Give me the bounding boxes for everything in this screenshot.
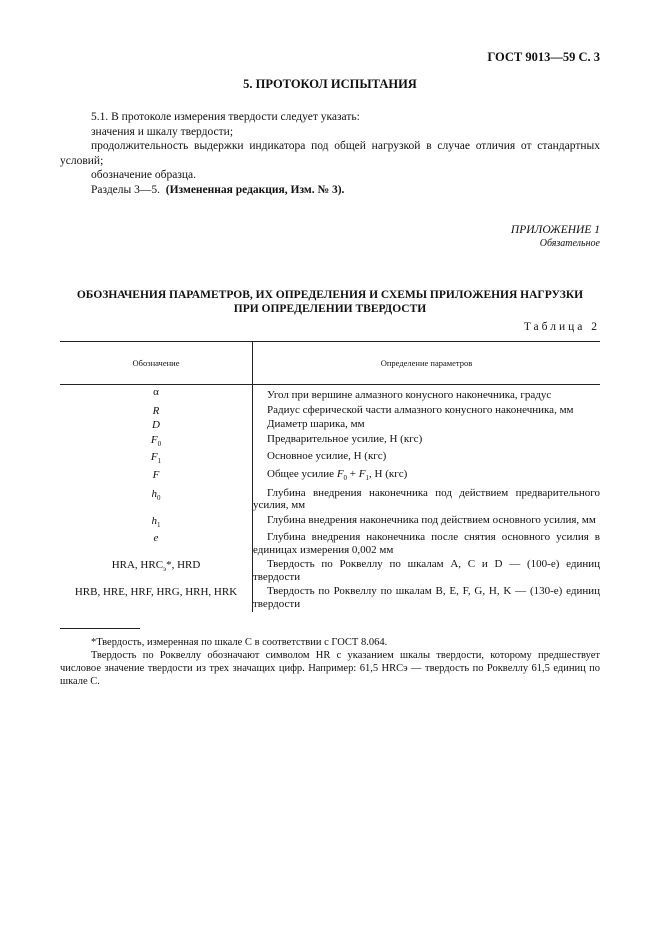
appendix-title-line2: ПРИ ОПРЕДЕЛЕНИИ ТВЕРДОСТИ xyxy=(233,303,427,315)
definition-text: Общее усилие xyxy=(267,467,337,480)
formula-subscript-0: 0 xyxy=(343,474,348,483)
paragraph-edition-note xyxy=(60,183,600,198)
table-row xyxy=(60,558,600,585)
symbol-subscript-e: э xyxy=(163,565,167,574)
edition-sections: Разделы 3—5. xyxy=(91,183,161,196)
table-row xyxy=(60,404,600,419)
definition-cell xyxy=(253,531,601,558)
section-title: 5. ПРОТОКОЛ ИСПЫТАНИЯ xyxy=(243,77,417,91)
definition-cell: Радиус сферической части алмазного конусного наконечника, мм xyxy=(267,403,574,416)
definition-text: Твердость по Роквеллу по шкалам А, С и D — (100-е) единиц твердости xyxy=(253,558,600,583)
symbol-d: D xyxy=(152,419,160,431)
table-row xyxy=(60,487,600,514)
section-5-body xyxy=(60,110,600,197)
appendix-title-line1: ОБОЗНАЧЕНИЯ ПАРАМЕТРОВ, ИХ ОПРЕДЕЛЕНИЯ И СХЕМЫ ПРИЛОЖЕНИЯ НАГРУЗКИ xyxy=(76,289,584,301)
symbol-cell xyxy=(60,468,253,487)
symbol-cell xyxy=(60,433,253,451)
symbol-hrb-hrk: HRB, HRE, HRF, HRG, HRH, HRK xyxy=(74,586,238,599)
definition-cell xyxy=(253,514,601,532)
footnotes xyxy=(60,636,600,688)
table-row xyxy=(60,468,600,487)
definition-cell xyxy=(253,487,601,514)
symbol-f: F xyxy=(152,468,160,481)
symbol-subscript: 0 xyxy=(157,493,161,502)
table-caption: Таблица 2 xyxy=(523,321,600,333)
formula-plus: + xyxy=(347,467,359,480)
symbol-h1: h xyxy=(151,514,157,527)
formula-f0: F xyxy=(336,467,344,480)
definition-text: Твердость по Роквеллу по шкалам В, Е, F, G, Н, K — (130-е) единиц твердости xyxy=(253,585,600,610)
symbol-cell xyxy=(60,585,253,612)
paragraph-5-1: 5.1. В протоколе измерения твердости следует указать: xyxy=(91,111,360,123)
symbol-f0: F xyxy=(150,433,158,446)
symbol-cell xyxy=(60,450,253,468)
symbol-cell xyxy=(60,418,253,433)
symbol-r: R xyxy=(152,404,160,417)
paragraph-item-sample: обозначение образца. xyxy=(91,169,196,181)
page-header-code: ГОСТ 9013—59 С. 3 xyxy=(487,50,600,64)
appendix-label: ПРИЛОЖЕНИЕ 1 xyxy=(510,224,600,236)
definition-text: Глубина внедрения наконечника после снятия основного усилия в единицах измерения 0,002 мм xyxy=(253,531,600,556)
symbol-hra: HRA, HRC xyxy=(111,559,164,572)
appendix-title xyxy=(60,288,600,316)
symbol-cell xyxy=(60,487,253,514)
table-row xyxy=(60,433,600,451)
symbol-h0: h xyxy=(151,487,157,500)
definition-text: Глубина внедрения наконечника под действием основного усилия, мм xyxy=(267,513,596,526)
definition-cell xyxy=(253,558,601,585)
symbol-subscript: 0 xyxy=(157,439,162,448)
formula-subscript-1: 1 xyxy=(365,474,369,483)
definition-cell xyxy=(253,585,601,612)
definition-cell: Предварительное усилие, Н (кгс) xyxy=(267,432,423,445)
definition-cell: Основное усилие, Н (кгс) xyxy=(267,450,387,463)
appendix-label-block xyxy=(380,223,600,251)
definition-cell: Диаметр шарика, мм xyxy=(267,418,365,430)
table-row xyxy=(60,585,600,612)
footnote-2: Твердость по Роквеллу обозначают символом HR с указанием шкалы твердости, которому предшествует числовое значение твердости из трех значащих цифр. Например: 61,5 HRCэ — твердость по Роквеллу 61,5 единиц по шкале С. xyxy=(60,650,600,687)
symbol-cell xyxy=(60,404,253,419)
definition-cell: Угол при вершине алмазного конусного наконечника, градус xyxy=(267,389,552,401)
table-row xyxy=(60,418,600,433)
table-header-row xyxy=(60,342,600,385)
paragraph-item-values: значения и шкалу твердости; xyxy=(91,125,234,138)
table-row xyxy=(60,385,600,404)
edition-change: (Измененная редакция, Изм. № 3). xyxy=(165,183,345,196)
definition-cell xyxy=(253,468,601,487)
symbol-cell xyxy=(60,385,253,404)
symbol-subscript: 1 xyxy=(157,457,162,466)
table-row xyxy=(60,531,600,558)
table-row xyxy=(60,514,600,532)
symbol-subscript: 1 xyxy=(157,520,161,529)
symbol-f1: F xyxy=(150,451,158,464)
header-designation: Обозначение xyxy=(60,342,253,385)
header-definition: Определение параметров xyxy=(253,342,601,385)
footnote-divider xyxy=(60,628,140,629)
symbol-alpha: α xyxy=(153,386,159,398)
symbol-cell xyxy=(60,531,253,558)
symbol-hrd: *, HRD xyxy=(166,559,201,572)
parameters-table xyxy=(60,341,600,612)
symbol-cell xyxy=(60,514,253,532)
definition-unit: , Н (кгс) xyxy=(369,467,408,480)
footnote-1: *Твердость, измеренная по шкале С в соответствии с ГОСТ 8.064. xyxy=(91,637,388,648)
table-row xyxy=(60,450,600,468)
definition-text: Глубина внедрения наконечника под действием предварительного усилия, мм xyxy=(253,486,600,512)
symbol-cell xyxy=(60,558,253,585)
paragraph-item-duration: продолжительность выдержки индикатора под общей нагрузкой в случае отличия от стандартных условий; xyxy=(60,140,600,167)
formula-f1: F xyxy=(358,467,366,480)
appendix-status: Обязательное xyxy=(539,238,600,249)
symbol-e: e xyxy=(153,532,159,545)
